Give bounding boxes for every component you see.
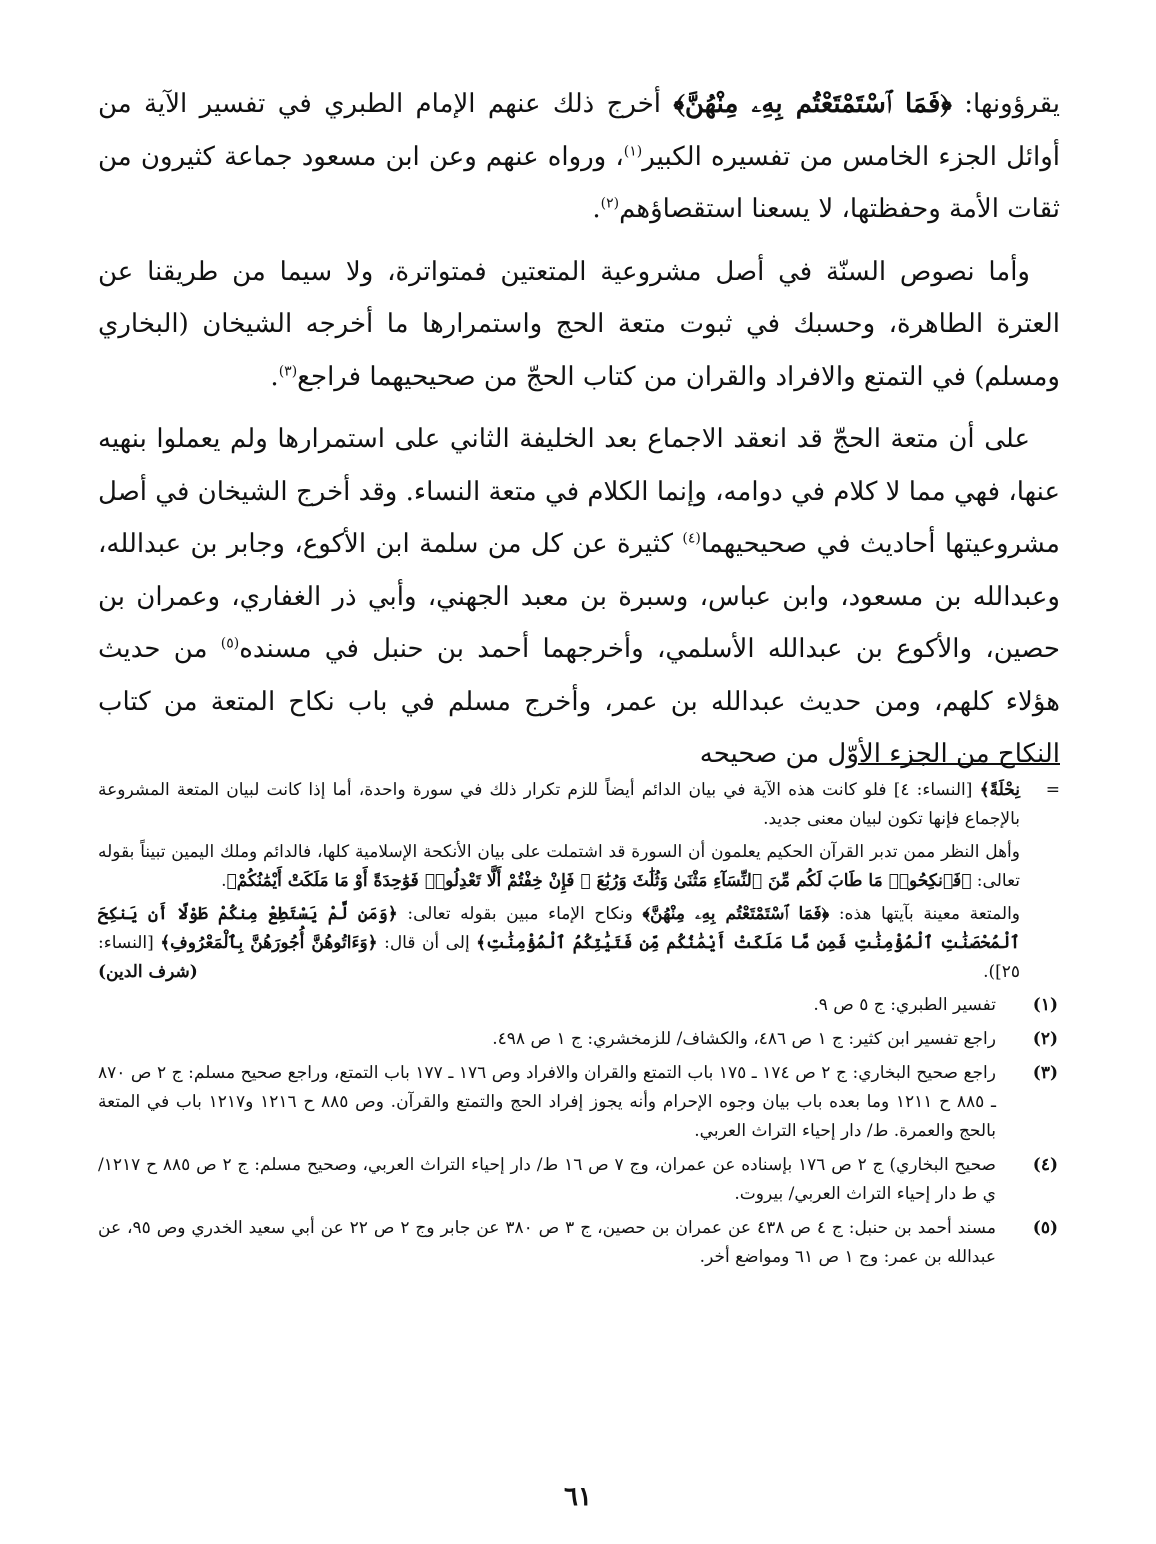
text-segment: وأما نصوص السنّة في أصل مشروعية المتعتين فمتواترة، ولا سيما من طريقنا عن العترة الطاهرة، وحسبك في ثبوت متعة الحج واستمرارها ما أخرجه الشيخان (البخاري ومسلم) في التمتع والافراد والقران من كتاب الحجّ من صحيحيهما فراجع <box>98 256 1060 392</box>
footnote-number: (٤) <box>1032 1155 1058 1175</box>
text-segment: يقرؤونها: <box>951 89 1061 119</box>
footnote-text: مسند أحمد بن حنبل: ج ٤ ص ٤٣٨ عن عمران بن حصين، ج ٣ ص ٣٨٠ عن جابر وج ٢ ص ٢٢ عن أبي سعيد الخدري وص ٩٥، عن عبدالله بن عمر: وج ١ ص ٦١ ومواضع أخر. <box>98 1218 996 1267</box>
text-segment: إلى أن قال: <box>377 933 477 953</box>
paragraph-2 <box>98 246 1060 404</box>
footnote-number: (١) <box>1032 995 1058 1015</box>
main-text <box>98 78 1060 791</box>
quran-quote: ﴿فَمَا ٱسْتَمْتَعْتُم بِهِۦ مِنْهُنَّ﴾ <box>642 904 830 924</box>
text-segment: من حديث هؤلاء كلهم، ومن حديث عبدالله بن عمر، وأخرج مسلم في باب نكاح المتعة من كتاب النكاح من الجزء الأوّل من صحيحه <box>98 634 1060 769</box>
footnote-number: (٥) <box>1032 1218 1058 1238</box>
footnote-4 <box>98 1151 1060 1209</box>
footnote-text: راجع صحيح البخاري: ج ٢ ص ١٧٤ ـ ١٧٥ باب التمتع والقران والافراد وص ١٧٦ ـ ١٧٧ باب التمتع، وراجع صحيح مسلم: ج ٢ ص ٨٧٠ ـ ٨٨٥ ح ١٢١١ وما بعده باب بيان وجوه الإحرام وأنه يجوز إفراد الحج والتمتع والقرآن. وص ٨٨٥ ح ١٢١٦ و١٢١٧ باب في المتعة بالحج والعمرة. ط/ دار إحياء التراث العربي. <box>98 1063 996 1141</box>
continuation-para-3 <box>98 900 1020 987</box>
text-segment: على أن متعة الحجّ قد انعقد الاجماع بعد الخليفة الثاني على استمرارها ولم يعملوا بنهيه عنها، فهي مما لا كلام في دوامه، وإنما الكلام في متعة النساء. وقد أخرج الشيخان في أصل مشروعيتها أحاديث في صحيحيهما <box>98 424 1060 559</box>
text-segment: أخرج ذلك عنهم الإمام الطبري في تفسير الآية من أوائل الجزء الخامس من تفسيره الكبير <box>98 89 1060 172</box>
text-segment: وأهل النظر ممن تدبر القرآن الحكيم يعلمون أن السورة قد اشتملت على بيان الأنكحة الإسلامية كلها، فالدائم وملك اليمين تبيناً بقوله تعالى: <box>98 842 1020 891</box>
continuation-mark: = <box>1045 780 1060 800</box>
continuation-para-1 <box>98 776 1020 834</box>
text-segment: [النساء: ٤] فلو كانت هذه الآية في بيان الدائم أيضاً للزم تكرار ذلك في سورة واحدة، أما إذا كانت لبيان المتعة المشروعة بالإجماع فإنها تكون لبيان معنى جديد. <box>98 780 1020 829</box>
footnotes <box>98 776 1060 1277</box>
quran-quote: ﴿فَٱنكِحُوا۟ مَا طَابَ لَكُم مِّنَ ٱلنِّسَآءِ مَثْنَىٰ وَثُلَٰثَ وَرُبَٰعَ ۖ فَإِنْ خِفْتُمْ أَلَّا تَعْدِلُوا۟ فَوَٰحِدَةً أَوْ مَا مَلَكَتْ أَيْمَٰنُكُمْ﴾ <box>226 871 972 891</box>
quran-quote: ﴿وَءَاتُوهُنَّ أُجُورَهُنَّ بِٱلْمَعْرُوفِ﴾ <box>160 933 378 953</box>
author-credit: (شرف الدين) <box>98 962 198 982</box>
footnote-text: راجع تفسير ابن كثير: ج ١ ص ٤٨٦، والكشاف/ للزمخشري: ج ١ ص ٤٩٨. <box>492 1029 996 1049</box>
text-segment: ونكاح الإماء مبين بقوله تعالى: <box>397 904 643 924</box>
text-segment: . <box>221 871 227 891</box>
footnote-number: (٣) <box>1032 1063 1058 1083</box>
paragraph-1 <box>98 78 1060 236</box>
text-segment: [النساء: ٢٥]). <box>98 933 1020 982</box>
footnote-ref-4[interactable]: (٤) <box>682 530 701 547</box>
paragraph-3 <box>98 413 1060 781</box>
footnote-continuation <box>98 776 1060 987</box>
continuation-para-2 <box>98 838 1020 896</box>
footnote-ref-2[interactable]: (٢) <box>600 195 620 212</box>
footnote-1 <box>98 991 1060 1020</box>
page-number: ٦١ <box>564 1482 592 1512</box>
footnote-text: تفسير الطبري: ج ٥ ص ٩. <box>813 995 996 1015</box>
text-segment: ، ورواه عنهم وعن ابن مسعود جماعة كثيرون من ثقات الأمة وحفظتها، لا يسعنا استقصاؤهم <box>98 141 1060 224</box>
footnote-ref-5[interactable]: (٥) <box>220 635 240 652</box>
quran-quote: نِحْلَةً﴾ <box>979 780 1020 800</box>
footnote-ref-1[interactable]: (١) <box>623 142 643 159</box>
footnote-text: صحيح البخاري) ج ٢ ص ١٧٦ بإسناده عن عمران، وج ٧ ص ١٦ ط/ دار إحياء التراث العربي، وصحيح مسلم: ج ٢ ص ٨٨٥ ح ١٢١٧/ي ط دار إحياء التراث العربي/ بيروت. <box>98 1155 996 1204</box>
footnote-number: (٢) <box>1032 1029 1058 1049</box>
text-segment: كثيرة عن كل من سلمة ابن الأكوع، وجابر بن عبدالله، وعبدالله بن مسعود، وابن عباس، وسبرة بن معبد الجهني، وأبي ذر الغفاري، وعمران بن حصين، والأكوع بن عبدالله الأسلمي، وأخرجهما أحمد بن حنبل في مسنده <box>98 529 1061 664</box>
text-segment: والمتعة معينة بآيتها هذه: <box>829 904 1021 924</box>
text-segment: . <box>592 194 601 224</box>
text-segment: . <box>270 361 279 392</box>
quran-quote: ﴿فَمَا ٱسْتَمْتَعْتُم بِهِۦ مِنْهُنَّ﴾ <box>673 89 952 119</box>
footnote-ref-3[interactable]: (٣) <box>278 362 298 379</box>
footnote-5 <box>98 1214 1060 1272</box>
footnote-2 <box>98 1025 1060 1054</box>
footnote-divider <box>858 763 1060 765</box>
quran-quote: ﴿وَمَن لَّمْ يَسْتَطِعْ مِنكُمْ طَوْلًا أَن يَنكِحَ ٱلْمُحْصَنَٰتِ ٱلْمُؤْمِنَٰتِ فَمِن مَّا مَلَكَتْ أَيْمَٰنُكُم مِّن فَتَيَٰتِكُمُ ٱلْمُؤْمِنَٰتِ﴾ <box>98 904 1020 953</box>
footnote-3 <box>98 1059 1060 1146</box>
